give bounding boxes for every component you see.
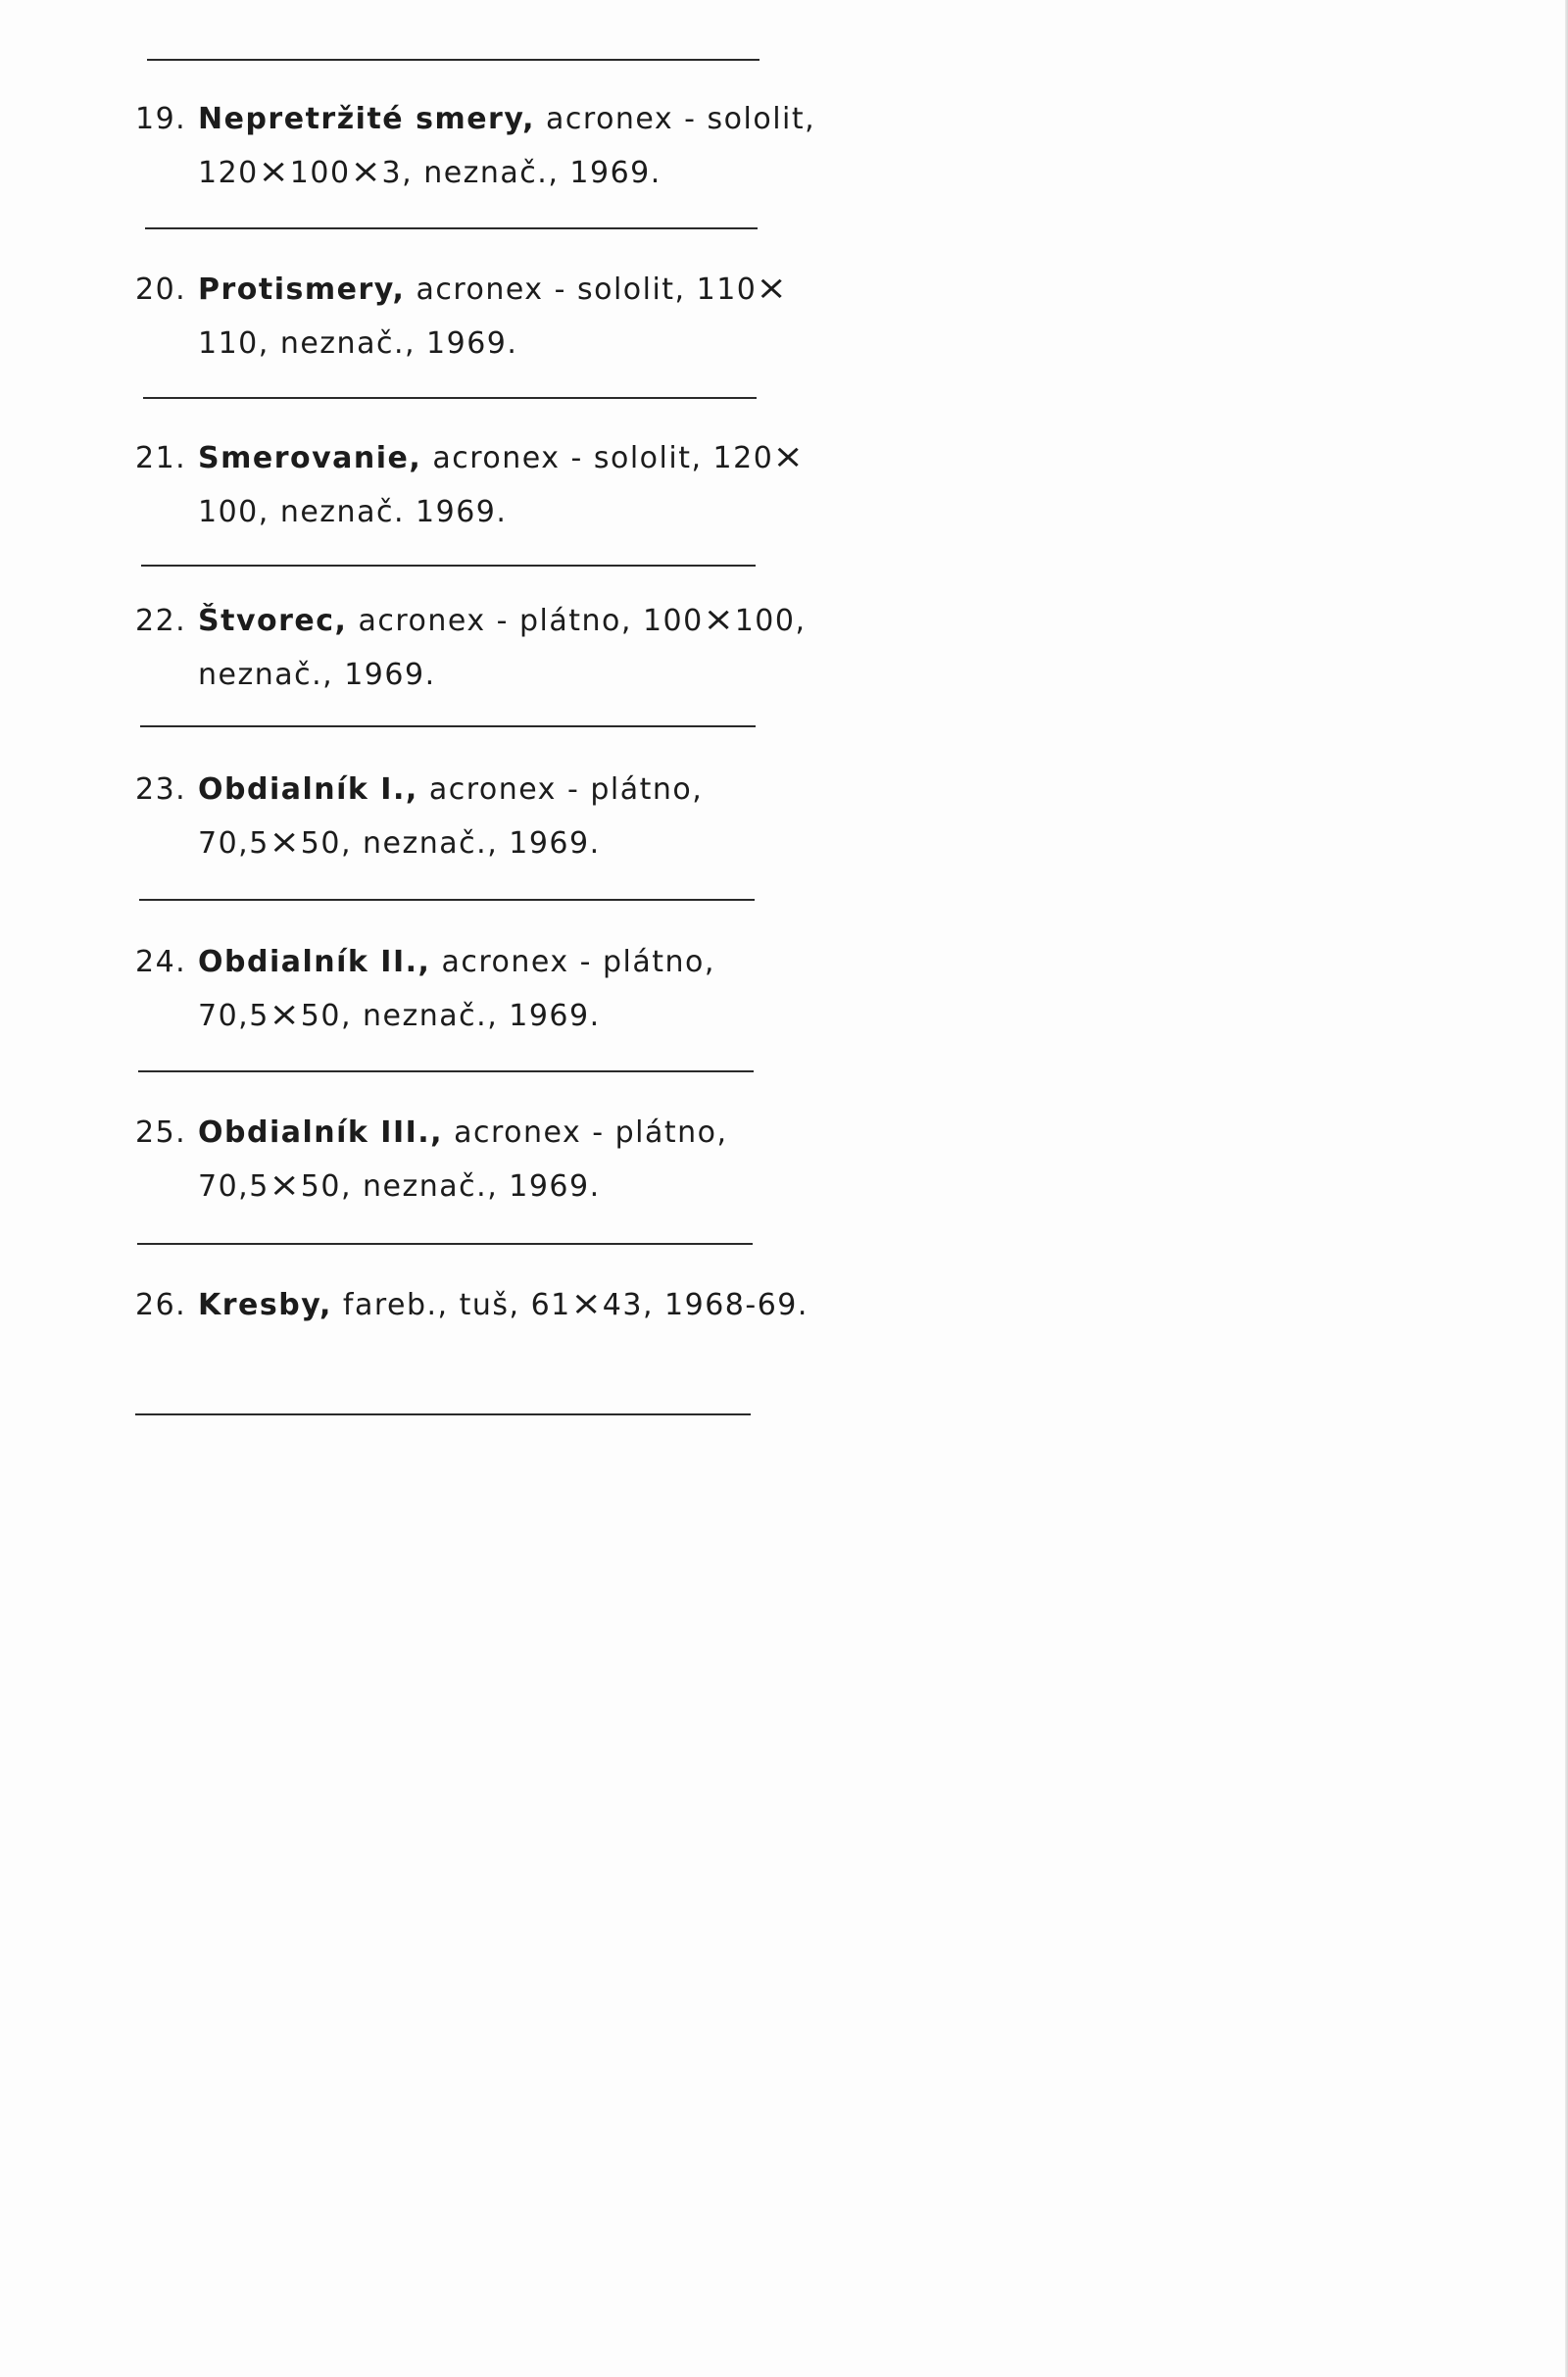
entry-medium: acronex - plátno, xyxy=(428,772,704,807)
entry-title: Kresby, xyxy=(198,1288,332,1322)
catalog-entry-21 xyxy=(135,431,805,539)
dimension-height-and-date: 50, neznač., 1969. xyxy=(300,1169,601,1204)
divider-rule xyxy=(140,725,756,727)
divider-rule xyxy=(135,1413,751,1415)
divider-rule xyxy=(137,1243,753,1245)
entry-number: 19. xyxy=(135,102,187,136)
dimension-height-and-date: 50, neznač., 1969. xyxy=(300,826,601,861)
entry-number: 26. xyxy=(135,1288,187,1322)
times-icon: × xyxy=(772,437,806,476)
entry-details: 100, neznač. 1969. xyxy=(198,495,508,529)
catalog-entry-26 xyxy=(135,1278,808,1332)
divider-rule xyxy=(143,397,757,399)
dimension-width: 70,5 xyxy=(198,826,270,861)
dimension-width: 120 xyxy=(198,156,259,190)
times-icon: × xyxy=(258,152,291,191)
catalog-entry-24 xyxy=(135,935,715,1043)
entry-medium: acronex - plátno, xyxy=(454,1115,728,1150)
entry-title: Protismery, xyxy=(198,272,406,307)
entry-medium: acronex - sololit, xyxy=(546,102,816,136)
dimension-width: 70,5 xyxy=(198,1169,270,1204)
divider-rule xyxy=(139,899,755,901)
entry-number: 20. xyxy=(135,272,187,307)
entry-medium: acronex - plátno, xyxy=(441,945,715,979)
entry-dimension: 100, xyxy=(734,604,807,638)
times-icon: × xyxy=(703,600,736,639)
catalog-entry-22 xyxy=(135,594,807,702)
times-icon: × xyxy=(570,1284,604,1323)
entry-title: Nepretržité smery, xyxy=(198,102,535,136)
entry-title: Obdialník I., xyxy=(198,772,418,807)
entry-dimension-and-date: 43, 1968-69. xyxy=(602,1288,808,1322)
catalog-entry-19 xyxy=(135,92,815,200)
times-icon: × xyxy=(756,269,789,308)
entry-number: 25. xyxy=(135,1115,187,1150)
entry-title: Smerovanie, xyxy=(198,441,422,475)
entry-number: 21. xyxy=(135,441,187,475)
entry-details xyxy=(135,146,815,200)
entry-details xyxy=(135,989,715,1043)
entry-title: Štvorec, xyxy=(198,604,348,638)
times-icon: × xyxy=(350,152,383,191)
entry-title: Obdialník III., xyxy=(198,1115,444,1150)
entry-medium: fareb., tuš, 61 xyxy=(342,1288,571,1322)
entry-medium: acronex - sololit, 120 xyxy=(432,441,774,475)
entry-details: neznač., 1969. xyxy=(198,658,436,692)
catalog-entry-20 xyxy=(135,263,788,371)
divider-rule xyxy=(145,227,758,229)
entry-medium: acronex - sololit, 110 xyxy=(416,272,758,307)
dimension-height: 100 xyxy=(289,156,351,190)
entry-number: 22. xyxy=(135,604,187,638)
dimension-height-and-date: 50, neznač., 1969. xyxy=(300,999,601,1033)
entry-number: 23. xyxy=(135,772,187,807)
entry-number: 24. xyxy=(135,945,187,979)
divider-rule xyxy=(138,1070,754,1072)
catalog-entry-23 xyxy=(135,763,703,870)
dimension-depth-and-date: 3, neznač., 1969. xyxy=(381,156,662,190)
entry-title: Obdialník II., xyxy=(198,945,431,979)
entry-details: 110, neznač., 1969. xyxy=(198,326,518,361)
entry-details xyxy=(135,1160,728,1213)
divider-rule xyxy=(141,565,756,567)
catalog-entry-25 xyxy=(135,1106,728,1213)
entry-details xyxy=(135,817,703,870)
divider-rule xyxy=(147,59,760,61)
dimension-width: 70,5 xyxy=(198,999,270,1033)
times-icon: × xyxy=(269,1165,302,1205)
entry-medium: acronex - plátno, 100 xyxy=(358,604,704,638)
times-icon: × xyxy=(269,995,302,1034)
times-icon: × xyxy=(269,822,302,862)
